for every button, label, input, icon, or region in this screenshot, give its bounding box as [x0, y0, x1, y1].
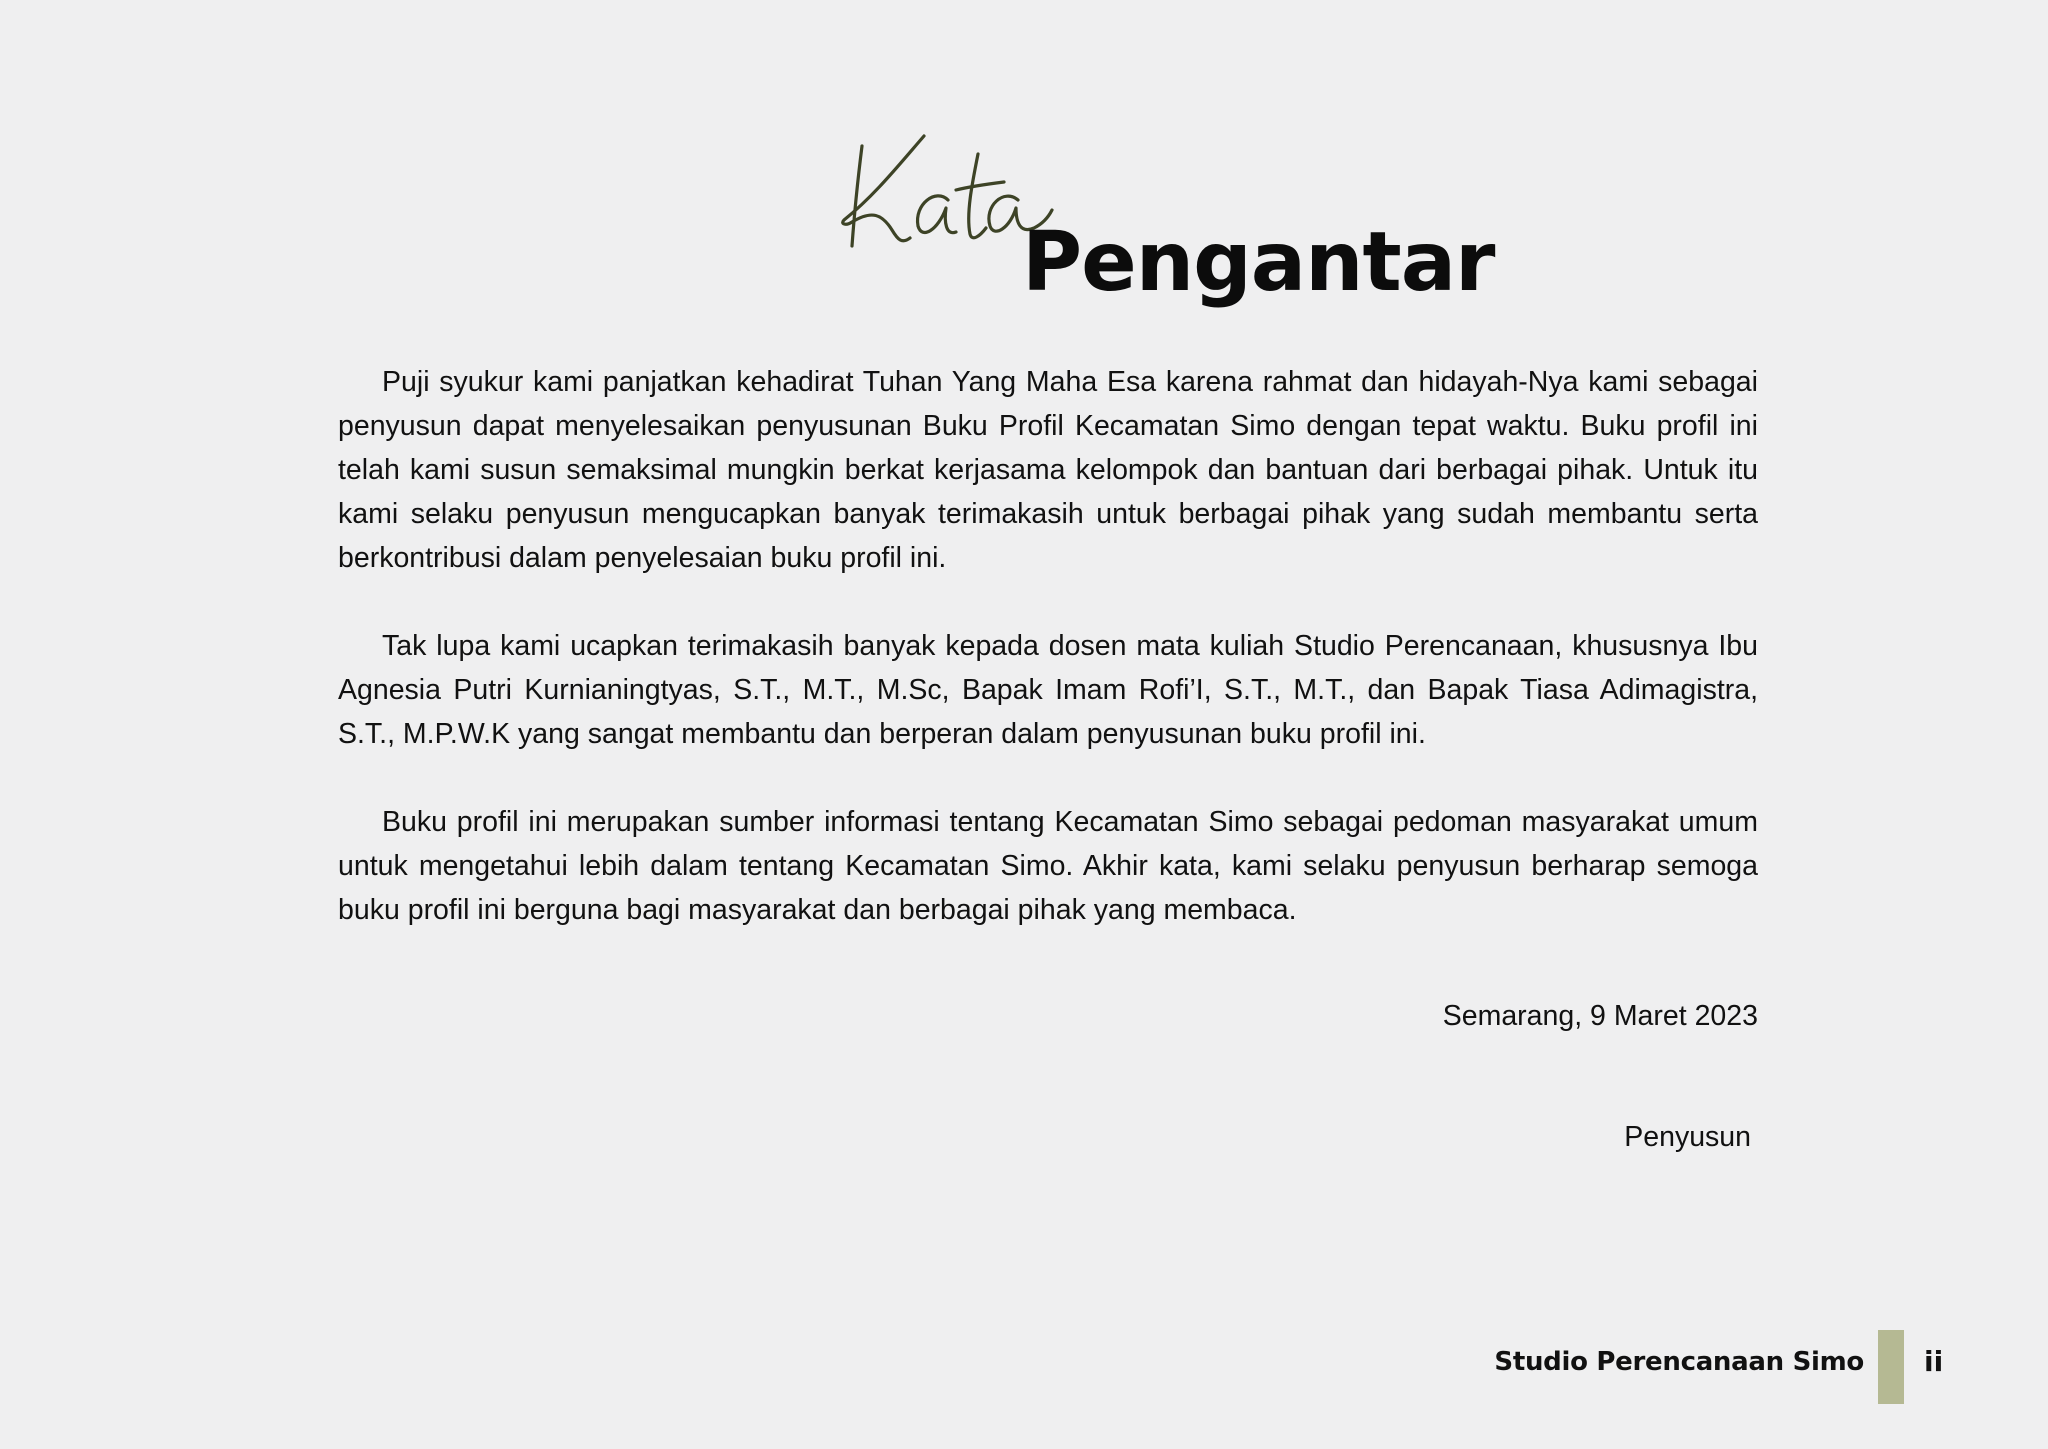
- paragraph-2: Tak lupa kami ucapkan terimakasih banyak kepada dosen mata kuliah Studio Perencanaan, khususnya Ibu Agnesia Putri Kurnianingtyas, S.T., M.T., M.Sc, Bapak Imam Rofi’I, S.T., M.T., dan Bapak Tiasa Adimagistra, S.T., M.P.W.K yang sangat membantu dan berperan dalam penyusunan buku profil ini.: [338, 630, 1758, 750]
- paragraph-1: Puji syukur kami panjatkan kehadirat Tuhan Yang Maha Esa karena rahmat dan hidayah-Nya kami sebagai penyusun dapat menyelesaikan penyusunan Buku Profil Kecamatan Simo dengan tepat waktu. Buku profil ini telah kami susun semaksimal mungkin berkat kerjasama kelompok dan bantuan dari berbagai pihak. Untuk itu kami selaku penyusun mengucapkan banyak terimakasih untuk berbagai pihak yang sudah membantu serta berkontribusi dalam penyelesaian buku profil ini.: [338, 366, 1758, 574]
- paragraph-3: Buku profil ini merupakan sumber informasi tentang Kecamatan Simo sebagai pedoman masyarakat umum untuk mengetahui lebih dalam tentang Kecamatan Simo. Akhir kata, kami selaku penyusun berharap semoga buku profil ini berguna bagi masyarakat dan berbagai pihak yang membaca.: [338, 806, 1758, 926]
- body-text: [338, 360, 1758, 976]
- page-title: Pengantar: [1022, 215, 1495, 310]
- footer-accent-bar: [1878, 1330, 1904, 1404]
- signature-role: Penyusun: [1624, 1121, 1751, 1153]
- signature-place-date: Semarang, 9 Maret 2023: [1442, 1000, 1758, 1032]
- footer-label: Studio Perencanaan Simo: [1494, 1347, 1864, 1377]
- page-number: ii: [1924, 1345, 1944, 1378]
